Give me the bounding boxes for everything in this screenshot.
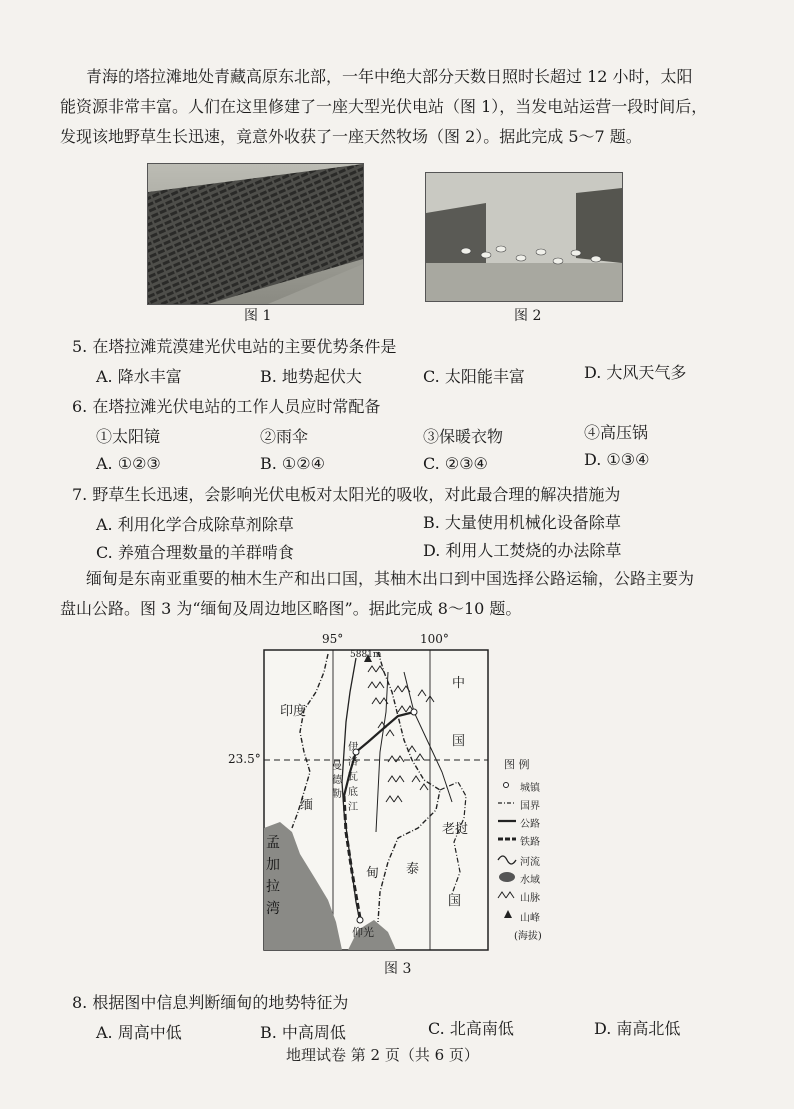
q6-item-1: ①太阳镜 <box>96 427 161 446</box>
q7-option-b: B. 大量使用机械化设备除草 <box>423 513 621 532</box>
map-burma-1: 缅 <box>300 798 314 813</box>
q8-option-d: D. 南高北低 <box>594 1019 681 1038</box>
legend-river: 河流 <box>520 857 540 868</box>
figure-2-caption: 图 2 <box>514 308 542 324</box>
legend-altitude: (海拔) <box>514 931 542 942</box>
map-irrawaddy-label: 伊洛瓦底江 <box>348 742 358 813</box>
q5-option-b: B. 地势起伏大 <box>260 367 362 386</box>
figure-3-caption: 图 3 <box>384 961 412 977</box>
map-lat-tropic: 23.5° <box>228 752 261 766</box>
q5-option-c: C. 太阳能丰富 <box>423 367 525 386</box>
page-footer: 地理试卷 第 2 页（共 6 页） <box>286 1046 479 1064</box>
q6-option-b: B. ①②④ <box>260 454 325 473</box>
q5-option-a: A. 降水丰富 <box>96 367 182 386</box>
q8-option-b: B. 中高周低 <box>260 1023 346 1042</box>
map-yangon: 仰光 <box>352 926 374 939</box>
intro2-line-1: 缅甸是东南亚重要的柚木生产和出口国，其柚木出口到中国选择公路运输，公路主要为 <box>86 569 695 588</box>
q6-option-a: A. ①②③ <box>96 454 161 473</box>
question-6-stem: 6. 在塔拉滩光伏电站的工作人员应时常配备 <box>72 397 381 416</box>
intro2-line-2: 盘山公路。图 3 为“缅甸及周边地区略图”。据此完成 8～10 题。 <box>60 599 522 618</box>
intro-line-2: 能资源非常丰富。人们在这里修建了一座大型光伏电站（图 1），当发电站运营一段时间后， <box>60 97 708 116</box>
intro-line-3: 发现该地野草生长迅速，竟意外收获了一座天然牧场（图 2）。据此完成 5～7 题。 <box>60 127 642 146</box>
map-mandalay-label: 曼德勒 <box>332 761 342 800</box>
map-bay-of-bengal: 孟加拉湾 <box>266 835 280 917</box>
q6-item-3: ③保暖衣物 <box>423 427 504 446</box>
map-thai-1: 泰 <box>406 862 420 877</box>
q7-option-c: C. 养殖合理数量的羊群啃食 <box>96 543 294 562</box>
figure-1-caption: 图 1 <box>244 308 272 324</box>
intro-line-1: 青海的塔拉滩地处青藏高原东北部，一年中绝大部分天数日照时长超过 12 小时，太阳 <box>86 67 693 86</box>
q6-option-d: D. ①③④ <box>584 450 650 469</box>
figure-1-photo <box>147 163 364 305</box>
map-china-2: 国 <box>452 734 466 749</box>
q8-option-c: C. 北高南低 <box>428 1019 514 1038</box>
q6-option-c: C. ②③④ <box>423 454 488 473</box>
legend-border: 国界 <box>520 801 540 812</box>
map-lon-95: 95° <box>322 632 344 646</box>
legend-road: 公路 <box>520 819 540 830</box>
legend-water: 水域 <box>520 875 540 886</box>
q8-option-a: A. 周高中低 <box>96 1023 182 1042</box>
question-7-stem: 7. 野草生长迅速，会影响光伏电板对太阳光的吸收，对此最合理的解决措施为 <box>72 485 621 504</box>
map-burma-2: 甸 <box>366 866 380 881</box>
question-5-stem: 5. 在塔拉滩荒漠建光伏电站的主要优势条件是 <box>72 337 397 356</box>
legend-mountain: 山脉 <box>520 893 540 904</box>
map-peak-label: 5881m <box>350 650 382 660</box>
q5-option-d: D. 大风天气多 <box>584 363 687 382</box>
map-laos: 老挝 <box>442 822 469 837</box>
map-china-1: 中 <box>452 676 466 691</box>
figure-2-photo <box>425 172 623 302</box>
map-lon-100: 100° <box>420 632 449 646</box>
figure-3-map <box>228 632 568 954</box>
q7-option-a: A. 利用化学合成除草剂除草 <box>96 515 294 534</box>
map-legend-title: 图 例 <box>504 758 530 771</box>
q6-item-4: ④高压锅 <box>584 423 649 442</box>
map-india: 印度 <box>280 704 307 719</box>
legend-peak: 山峰 <box>520 913 540 924</box>
q7-option-d: D. 利用人工焚烧的办法除草 <box>423 541 622 560</box>
map-thai-2: 国 <box>448 894 462 909</box>
legend-town: 城镇 <box>520 783 540 794</box>
question-8-stem: 8. 根据图中信息判断缅甸的地势特征为 <box>72 993 349 1012</box>
q6-item-2: ②雨伞 <box>260 427 309 446</box>
legend-railway: 铁路 <box>520 837 540 848</box>
